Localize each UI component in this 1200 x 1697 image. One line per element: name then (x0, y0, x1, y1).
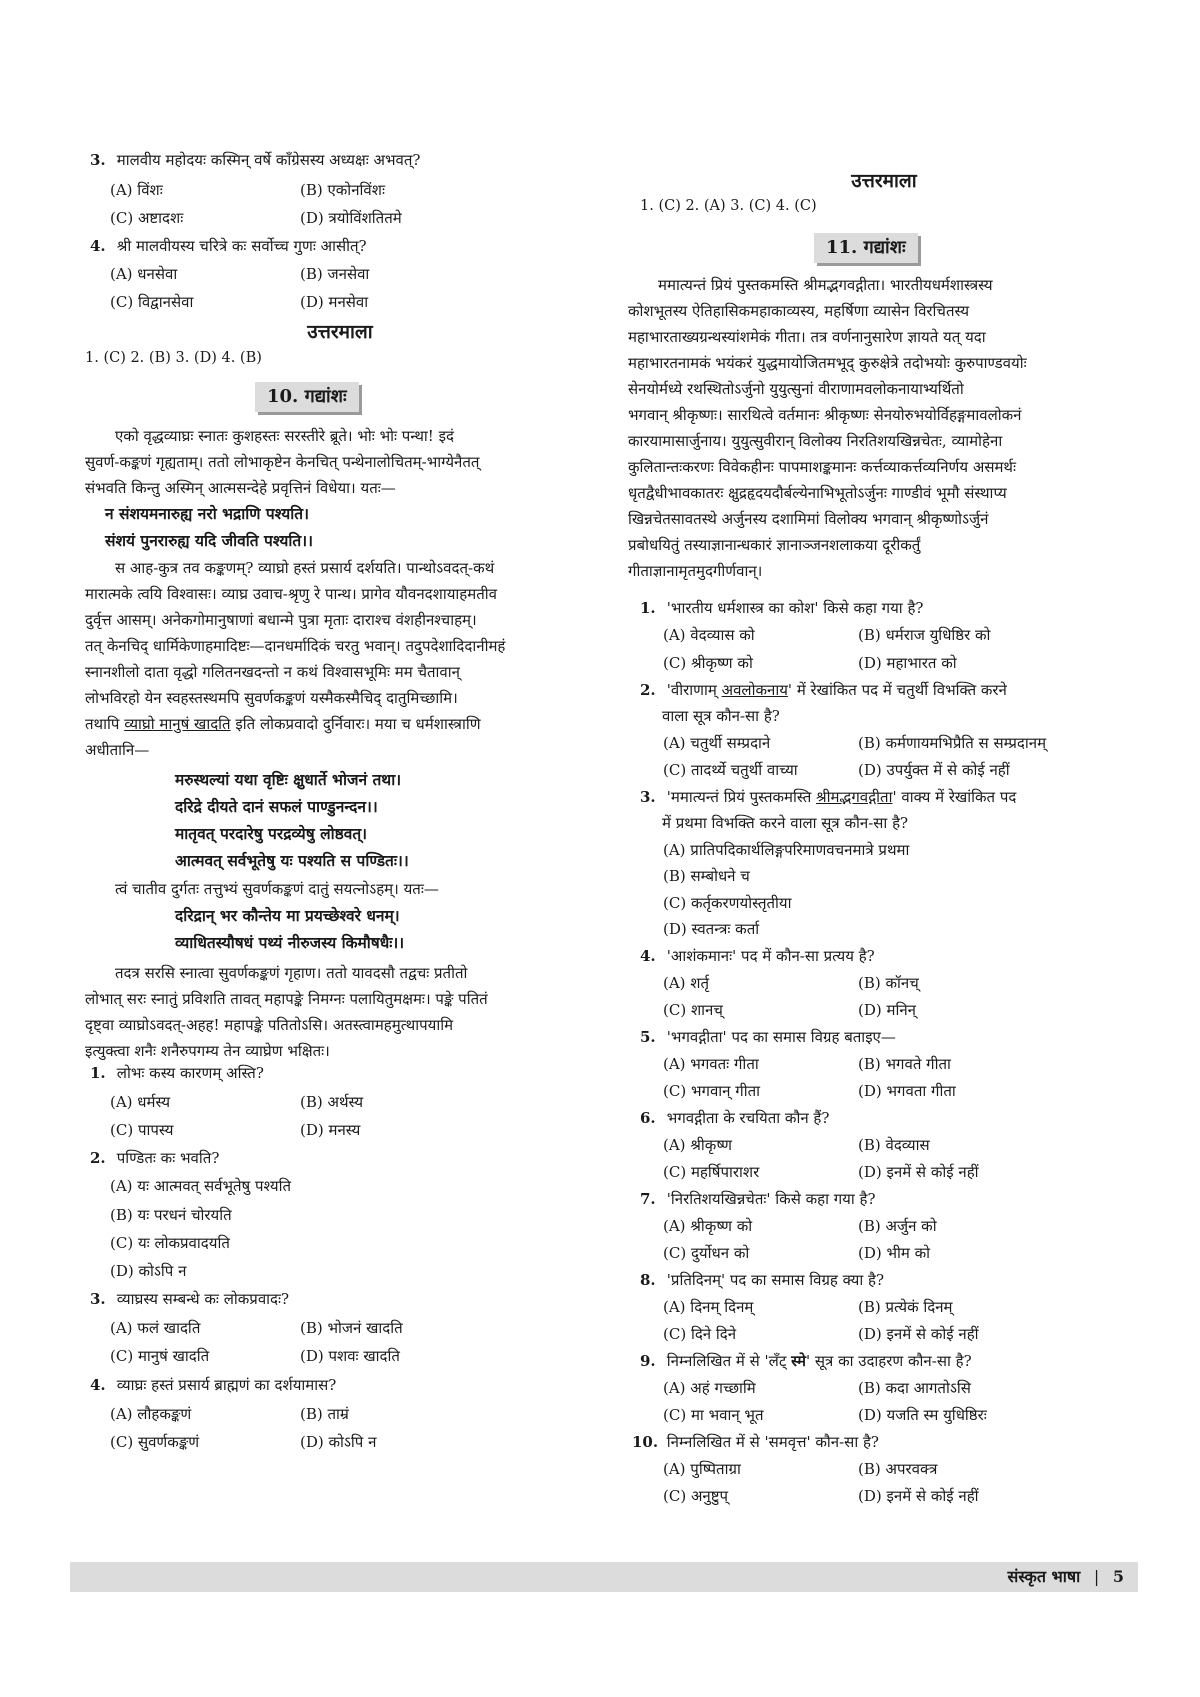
underlined-word: श्रीमद्भगवद्गीता (816, 788, 893, 806)
question-text-continued: में प्रथमा विभक्ति करने वाला सूत्र कौन-सा है? (662, 814, 909, 832)
option-d: (D) कोऽपि न (110, 1262, 187, 1280)
underlined-phrase: व्याघ्रो मानुषं खादति (124, 715, 231, 733)
option-d: (D) स्वतन्त्रः कर्ता (663, 920, 760, 938)
underlined-word: अवलोकनाय (721, 681, 788, 699)
question-5: 5. 'भगवद्गीता' पद का समास विग्रह बताइए— (640, 1028, 896, 1046)
option-a: (A) श्रीकृष्ण (663, 1136, 733, 1154)
option-a: (A) धर्मस्य (110, 1093, 171, 1111)
option-a: (A) दिनम् दिनम् (663, 1298, 754, 1316)
question-8: 8. 'प्रतिदिनम्' पद का समास विग्रह क्या है? (640, 1271, 885, 1289)
question-10: 10. निम्नलिखित में से 'समवृत्त' कौन-सा है? (632, 1433, 879, 1451)
question-text: व्याघ्रस्य सम्बन्धे कः लोकप्रवादः? (116, 1290, 290, 1308)
answer-key: 1. (C) 2. (A) 3. (C) 4. (C) (640, 198, 817, 214)
question-3: 3. 'ममात्यन्तं प्रियं पुस्तकमस्ति श्रीमद्भगवद्गीता' वाक्य में रेखांकित पद (640, 788, 1017, 806)
question-text-continued: वाला सूत्र कौन-सा है? (662, 707, 780, 725)
option-d: (D) उपर्युक्त में से कोई नहीं (858, 761, 1010, 779)
option-b: (B) सम्बोधने च (663, 867, 750, 885)
verse-line: दरिद्रे दीयते दानं सफलं पाण्डुनन्दन।। (175, 797, 378, 816)
option-c: (C) महर्षिपाराशर (663, 1163, 760, 1181)
option-d: (D) यजति स्म युधिष्ठिरः (858, 1406, 987, 1424)
option-a: (A) धनसेवा (110, 265, 178, 283)
option-d: (D) कोऽपि न (300, 1433, 377, 1451)
option-c: (C) मानुषं खादति (110, 1347, 210, 1365)
question-text: लोभः कस्य कारणम् अस्ति? (116, 1064, 264, 1082)
verse-line: दरिद्रान् भर कौन्तेय मा प्रयच्छेश्वरे धनम्। (175, 906, 400, 925)
option-d: (D) भीम को (858, 1244, 931, 1262)
question-2: 2. 'वीराणाम् अवलोकनाय' में रेखांकित पद में चतुर्थी विभक्ति करने (640, 681, 1007, 699)
answer-key-heading: उत्तरमाला (851, 170, 917, 192)
option-c: (C) भगवान् गीता (663, 1082, 761, 1100)
option-c: (C) सुवर्णकङ्कणं (110, 1433, 200, 1451)
option-c: (C) अष्टादशः (110, 209, 184, 227)
option-b: (B) धर्मराज युधिष्ठिर को (858, 626, 991, 644)
passage-heading: 11. गद्यांशः (814, 233, 918, 263)
passage-paragraph: त्वं चातीव दुर्गतः तत्तुभ्यं सुवर्णकङ्कणं दातुं सयत्नोऽहम्। यतः— (115, 880, 439, 898)
option-d: (D) इनमें से कोई नहीं (858, 1325, 979, 1343)
option-d: (D) इनमें से कोई नहीं (858, 1487, 979, 1505)
option-d: (D) मनिन् (858, 1001, 917, 1019)
option-c: (C) श्रीकृष्ण को (663, 654, 753, 672)
question-4: 4. श्री मालवीयस्य चरित्रे कः सर्वोच्च गुणः आसीत्? (90, 237, 367, 255)
question-text: निम्नलिखित में से 'समवृत्त' कौन-सा है? (666, 1433, 879, 1451)
passage-paragraph: स आह-कुत्र तव कङ्कणम्? व्याघ्रो हस्तं प्रसार्य दर्शयति। पान्थोऽवदत्-कथं मारात्मके त्वयि विश्वासः। व्याघ्र उवाच-श्रृणु रे पान्थ। प्रागेव यौवनदशायाहमतीव दुर्वृत्त आसम्। अनेकगोमानुषाणां बधान्मे पुत्रा मृताः दाराश्च वंशहीनश्चाहम्। तत् केनचिद् धार्मिकेणाहमादिष्टः—दानधर्मादिकं चरतु भवान्। तदुपदेशादिदानीमहं स्नानशीलो दाता वृद्धो गलितनखदन्तो न कथं विश्वासभूमिः मम चैतावान् लोभविरहो येन स्वहस्तस्थमपि सुवर्णकङ्कणं यस्मैकस्मैचिद् दातुमिच्छामि। तथापि व्याघ्रो मानुषं खादति इति लोकप्रवादो दुर्निवारः। मया च धर्मशास्त्राणि अधीतानि— (85, 559, 506, 759)
option-c: (C) विद्वानसेवा (110, 293, 194, 311)
verse-line: आत्मवत् सर्वभूतेषु यः पश्यति स पण्डितः।। (175, 851, 409, 870)
question-text: 'भारतीय धर्मशास्त्र का कोश' किसे कहा गया है? (666, 599, 924, 617)
passage-paragraph: ममात्यन्तं प्रियं पुस्तकमस्ति श्रीमद्भगवद्गीता। भारतीयधर्मशास्त्रस्य कोशभूतस्य ऐतिहासिकमहाकाव्यस्य, महर्षिणा व्यासेन विरचितस्य महाभारताख्यग्रन्थस्यांशमेकं गीता। तत्र वर्णनानुसारेण ज्ञायते यत् यदा महाभारतनामकं भयंकरं युद्धमायोजितमभूद् कुरुक्षेत्रे तदोभयोः कुरुपाण्डवयोः सेनयोर्मध्ये रथस्थितोऽर्जुनो युयुत्सुनां वीराणामवलोकनायाभ्यर्थितो भगवान् श्रीकृष्णः। सारथित्वे वर्तमानः श्रीकृष्णः सेनयोरुभयोर्विहङ्गमावलोकनं कारयामासार्जुनाय। युयुत्सुवीरान् विलोक्य निरतिशयखिन्नचेतः, व्यामोहेना कुलितान्तःकरणः विवेकहीनः पापमाशङ्कमानः कर्त्तव्याकर्त्तव्यनिर्णय असमर्थः धृतद्वैधीभावकातरः क्षुद्रहृदयदौर्बल्येनाभिभूतोऽर्जुनः गाण्डीवं भूमौ संस्थाप्य खिन्नचेतसावतस्थे अर्जुनस्य दशामिमां विलोक्य भगवान् श्रीकृष्णोऽर्जुनं प्रबोधयितुं तस्याज्ञानान्धकारं ज्ञानाञ्जनशलाकया दूरीकर्तुं गीताज्ञानामृतमुदगीर्णवान्। (628, 276, 1027, 580)
verse-line: मातृवत् परदारेषु परद्रव्येषु लोष्ठवत्। (175, 824, 368, 843)
question-1: 1. लोभः कस्य कारणम् अस्ति? (90, 1064, 264, 1082)
option-a: (A) शर्तृ (663, 974, 710, 992)
option-a: (A) वेदव्यास को (663, 626, 755, 644)
option-d: (D) मनस्य (300, 1121, 361, 1139)
option-a: (A) विंशः (110, 181, 163, 199)
question-text: मालवीय महोदयः कस्मिन् वर्षे काँग्रेसस्य अध्यक्षः अभवत्? (116, 151, 421, 169)
question-7: 7. 'निरतिशयखिन्नचेतः' किसे कहा गया है? (640, 1190, 876, 1208)
question-3: 3. मालवीय महोदयः कस्मिन् वर्षे काँग्रेसस्य अध्यक्षः अभवत्? (90, 151, 421, 169)
option-b: (B) अपरवक्त्र (858, 1460, 938, 1478)
subject-title: संस्कृत भाषा (1007, 1567, 1081, 1586)
option-b: (B) कर्मणायमभिप्रैति स सम्प्रदानम् (858, 734, 1047, 752)
option-a: (A) अहं गच्छामि (663, 1379, 756, 1397)
question-2: 2. पण्डितः कः भवति? (90, 1149, 220, 1167)
option-d: (D) भगवता गीता (858, 1082, 956, 1100)
answer-key-heading: उत्तरमाला (307, 321, 373, 343)
option-b: (B) कदा आगतोऽसि (858, 1379, 971, 1397)
verse-line: मरुस्थल्यां यथा वृष्टिः क्षुधार्ते भोजनं तथा। (175, 770, 402, 789)
option-d: (D) मनसेवा (300, 293, 369, 311)
question-text: 'आशंकमानः' पद में कौन-सा प्रत्यय है? (666, 947, 875, 965)
option-c: (C) तादर्थ्ये चतुर्थी वाच्या (663, 761, 798, 779)
question-3: 3. व्याघ्रस्य सम्बन्धे कः लोकप्रवादः? (90, 1290, 290, 1308)
option-a: (A) फलं खादति (110, 1319, 201, 1337)
question-text: व्याघ्रः हस्तं प्रसार्य ब्राह्मणं का दर्शयामास? (116, 1376, 337, 1394)
option-a: (A) पुष्पिताग्रा (663, 1460, 741, 1478)
option-b: (B) कॉनच् (858, 974, 919, 992)
option-a: (A) श्रीकृष्ण को (663, 1217, 753, 1235)
option-d: (D) महाभारत को (858, 654, 957, 672)
option-b: (B) अर्थस्य (300, 1093, 364, 1111)
verse-line: न संशयमनारुह्य नरो भद्राणि पश्यति। (105, 504, 309, 523)
question-6: 6. भगवद्गीता के रचयिता कौन हैं? (640, 1109, 830, 1127)
option-c: (C) कर्तृकरणयोस्तृतीया (663, 894, 792, 912)
passage-paragraph: एको वृद्धव्याघ्रः स्नातः कुशहस्तः सरस्तीरे ब्रूते। भोः भोः पन्था! इदं सुवर्ण-कङ्कणं गृह्यताम्। ततो लोभाकृष्टेन केनचित् पन्थेनालोचितम्-भाग्येनैतत् संभवति किन्तु अस्मिन् आत्मसन्देहे प्रवृत्तिनं विधेया। यतः— (85, 427, 480, 497)
page-number: 5 (1112, 1567, 1124, 1586)
option-c: (C) शानच् (663, 1001, 723, 1019)
question-text: श्री मालवीयस्य चरित्रे कः सर्वोच्च गुणः आसीत्? (116, 237, 367, 255)
question-9: 9. निम्नलिखित में से 'लँट् स्मे' सूत्र का उदाहरण कौन-सा है? (640, 1352, 972, 1370)
verse-line: व्याधितस्यौषधं पथ्यं नीरुजस्य किमौषधैः।। (175, 933, 405, 952)
question-text: 'प्रतिदिनम्' पद का समास विग्रह क्या है? (666, 1271, 885, 1289)
option-c: (C) अनुष्टुप् (663, 1487, 729, 1505)
question-text: 'भगवद्गीता' पद का समास विग्रह बताइए— (666, 1028, 896, 1046)
option-a: (A) भगवतः गीता (663, 1055, 759, 1073)
option-b: (B) भोजनं खादति (300, 1319, 403, 1337)
passage-heading: 10. गद्यांशः (255, 382, 359, 412)
option-c: (C) मा भवान् भूत (663, 1406, 764, 1424)
option-c: (C) यः लोकप्रवादयति (110, 1234, 230, 1252)
option-b: (B) प्रत्येकं दिनम् (858, 1298, 953, 1316)
option-a: (A) प्रातिपदिकार्थलिङ्गपरिमाणवचनमात्रे प्रथमा (663, 841, 910, 859)
option-a: (A) यः आत्मवत् सर्वभूतेषु पश्यति (110, 1177, 292, 1195)
answer-key: 1. (C) 2. (B) 3. (D) 4. (B) (85, 350, 262, 366)
question-text: 'निरतिशयखिन्नचेतः' किसे कहा गया है? (666, 1190, 876, 1208)
option-c: (C) दिने दिने (663, 1325, 737, 1343)
passage-paragraph: तदत्र सरसि स्नात्वा सुवर्णकङ्कणं गृहाण। ततो यावदसौ तद्वचः प्रतीतो लोभात् सरः स्नातुं प्रविशति तावत् महापङ्के निमग्नः पलायितुमक्षमः। पङ्के पतितं दृष्ट्वा व्याघ्रोऽवदत्-अहह! महापङ्के पतितोऽसि। अतस्त्वामहमुत्थापयामि इत्युक्त्वा शनैः शनैरुपगम्य तेन व्याघ्रेण भक्षितः। (85, 964, 488, 1060)
option-b: (B) एकोनविंशः (300, 181, 385, 199)
option-b: (B) यः परधनं चोरयति (110, 1206, 232, 1224)
question-text: भगवद्गीता के रचयिता कौन हैं? (666, 1109, 830, 1127)
option-b: (B) वेदव्यास (858, 1136, 930, 1154)
question-text: पण्डितः कः भवति? (116, 1149, 220, 1167)
option-c: (C) पापस्य (110, 1121, 174, 1139)
verse-line: संशयं पुनरारुह्य यदि जीवति पश्यति।। (105, 531, 314, 550)
option-d: (D) त्रयोविंशतितमे (300, 209, 402, 227)
option-a: (A) चतुर्थी सम्प्रदाने (663, 734, 771, 752)
question-4: 4. 'आशंकमानः' पद में कौन-सा प्रत्यय है? (640, 947, 875, 965)
option-b: (B) ताम्रं (300, 1405, 349, 1423)
option-b: (B) अर्जुन को (858, 1217, 937, 1235)
option-c: (C) दुर्योधन को (663, 1244, 750, 1262)
page-footer (70, 1562, 1138, 1592)
footer-separator: | (1093, 1567, 1100, 1586)
option-d: (D) इनमें से कोई नहीं (858, 1163, 979, 1181)
option-b: (B) भगवते गीता (858, 1055, 951, 1073)
option-a: (A) लौहकङ्कणं (110, 1405, 192, 1423)
question-1: 1. 'भारतीय धर्मशास्त्र का कोश' किसे कहा गया है? (640, 599, 924, 617)
question-4: 4. व्याघ्रः हस्तं प्रसार्य ब्राह्मणं का दर्शयामास? (90, 1376, 337, 1394)
option-b: (B) जनसेवा (300, 265, 370, 283)
option-d: (D) पशवः खादति (300, 1347, 400, 1365)
